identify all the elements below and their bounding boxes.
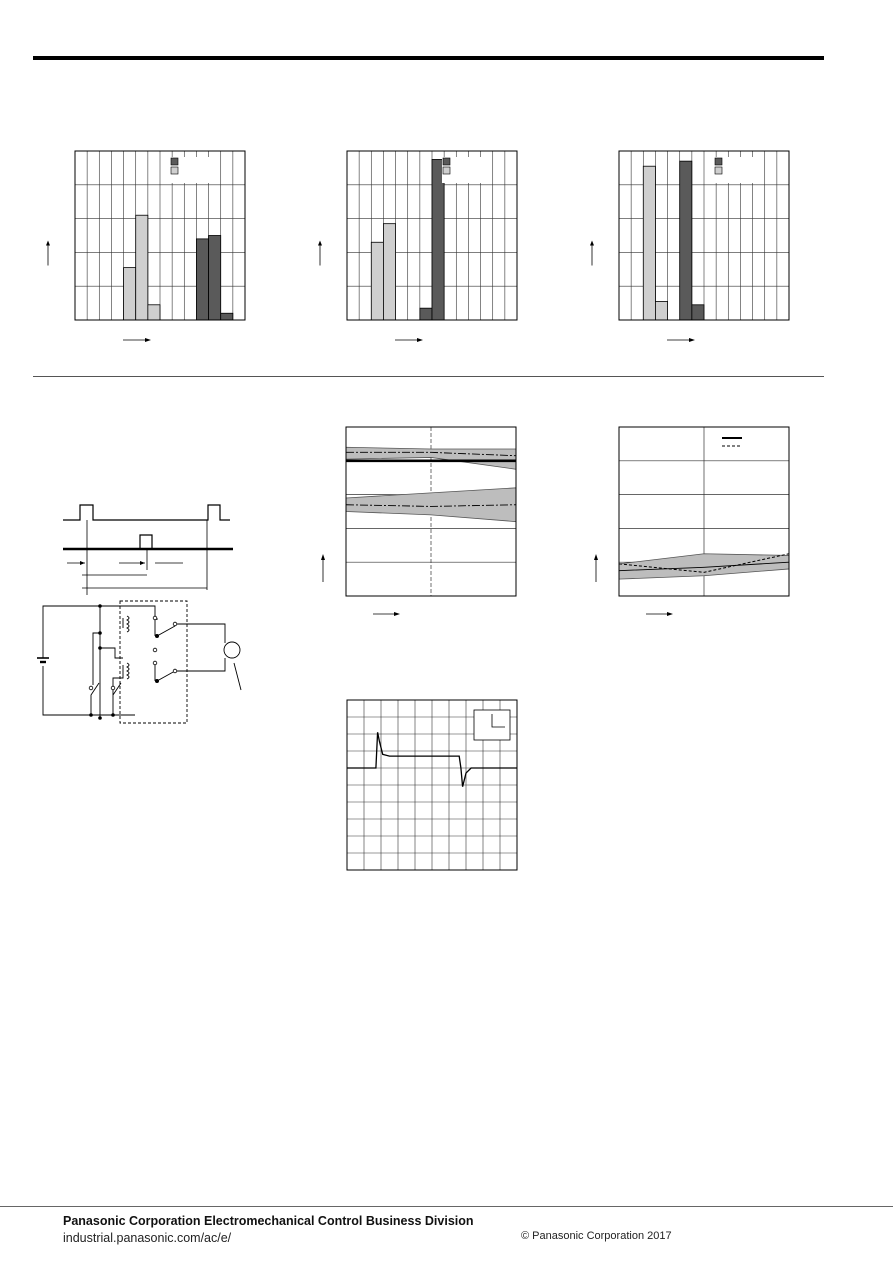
x-axis-arrowhead [667, 612, 673, 616]
legend-swatch-dark [443, 158, 450, 165]
histogram-bar [383, 224, 395, 320]
relay-circuit-diagram [35, 598, 260, 723]
histogram-bar [692, 305, 704, 320]
histogram-chart-1 [30, 140, 260, 360]
oscilloscope-waveform [345, 698, 520, 873]
x-axis-arrowhead [689, 338, 695, 342]
x-axis-arrowhead [394, 612, 400, 616]
voltage-band-chart [315, 420, 525, 620]
legend-swatch-light [715, 167, 722, 174]
histogram-bar [196, 239, 208, 320]
y-axis-arrowhead [318, 241, 322, 246]
histogram-bar [209, 236, 221, 321]
footer-copyright: © Panasonic Corporation 2017 [521, 1230, 672, 1242]
histogram-bar [432, 159, 444, 320]
x-axis-arrowhead [145, 338, 151, 342]
legend-swatch-dark [715, 158, 722, 165]
histogram-bar [136, 215, 148, 320]
legend-swatch-light [443, 167, 450, 174]
histogram-bar [420, 308, 432, 320]
footer-company: Panasonic Corporation Electromechanical Control Business Division [63, 1214, 474, 1228]
histogram-bar [148, 305, 160, 320]
timing-diagram [55, 495, 245, 595]
legend-swatch-dark [171, 158, 178, 165]
histogram-bar [221, 313, 233, 320]
section-divider [33, 376, 824, 377]
histogram-bar [643, 166, 655, 320]
footer-url[interactable]: industrial.panasonic.com/ac/e/ [63, 1231, 232, 1245]
legend-swatch-light [171, 167, 178, 174]
x-axis-arrowhead [417, 338, 423, 342]
footer-rule [0, 1206, 893, 1207]
histogram-chart-3 [574, 140, 804, 360]
histogram-bar [680, 161, 692, 320]
range-band [346, 488, 516, 522]
header-rule [33, 56, 824, 60]
histogram-bar [371, 242, 383, 320]
y-axis-arrowhead [46, 241, 50, 246]
y-axis-arrowhead [590, 241, 594, 246]
histogram-bar [655, 301, 667, 320]
histogram-bar [124, 268, 136, 320]
histogram-chart-2 [302, 140, 532, 360]
y-axis-arrowhead [321, 554, 325, 560]
time-band-chart [587, 420, 797, 620]
y-axis-arrowhead [594, 554, 598, 560]
